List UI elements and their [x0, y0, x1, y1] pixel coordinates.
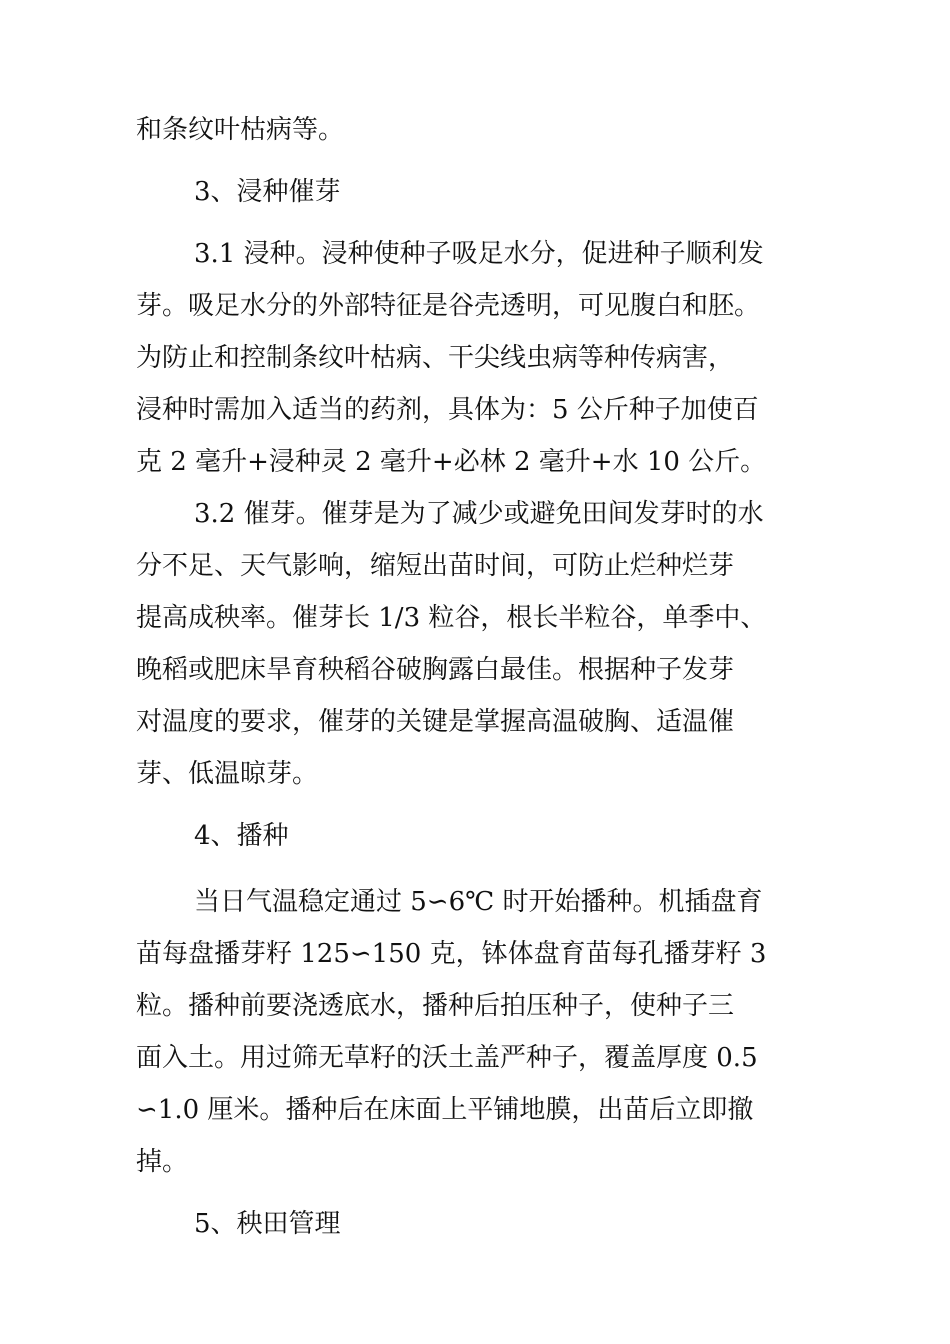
paragraph-line: 苗每盘播芽籽 125∽150 克，钵体盘育苗每孔播芽籽 3: [136, 939, 767, 969]
paragraph-line: 提高成秧率。催芽长 1/3 粒谷，根长半粒谷，单季中、: [136, 603, 767, 633]
paragraph-line: 克 2 毫升+浸种灵 2 毫升+必林 2 毫升+水 10 公斤。: [136, 447, 767, 477]
paragraph-line: 为防止和控制条纹叶枯病、干尖线虫病等种传病害，: [136, 343, 735, 373]
paragraph-line: 面入土。用过筛无草籽的沃土盖严种子，覆盖厚度 0.5: [136, 1043, 758, 1073]
section-heading: 3、浸种催芽: [194, 177, 341, 207]
paragraph-line: 3.1 浸种。浸种使种子吸足水分，促进种子顺利发: [194, 239, 764, 269]
paragraph-line: ∽1.0 厘米。播种后在床面上平铺地膜，出苗后立即撤: [136, 1095, 754, 1125]
paragraph-line: 浸种时需加入适当的药剂，具体为：5 公斤种子加使百: [136, 395, 759, 425]
section-heading: 4、播种: [194, 821, 289, 851]
paragraph-line: 晚稻或肥床旱育秧稻谷破胸露白最佳。根据种子发芽: [136, 655, 735, 685]
document-page: [136, 104, 826, 1250]
paragraph-line: 芽、低温晾芽。: [136, 759, 319, 789]
paragraph-line: 分不足、天气影响，缩短出苗时间，可防止烂种烂芽: [136, 551, 735, 581]
paragraph-line: 对温度的要求，催芽的关键是掌握高温破胸、适温催: [136, 707, 735, 737]
paragraph-line: 掉。: [136, 1147, 189, 1177]
paragraph-line: 芽。吸足水分的外部特征是谷壳透明，可见腹白和胚。: [136, 291, 761, 321]
paragraph-line: 当日气温稳定通过 5∽6℃ 时开始播种。机插盘育: [194, 887, 763, 917]
paragraph-line: 和条纹叶枯病等。: [136, 115, 345, 145]
section-heading: 5、秧田管理: [194, 1209, 341, 1239]
paragraph-line: 3.2 催芽。催芽是为了减少或避免田间发芽时的水: [194, 499, 764, 529]
paragraph-line: 粒。播种前要浇透底水，播种后拍压种子，使种子三: [136, 991, 735, 1021]
